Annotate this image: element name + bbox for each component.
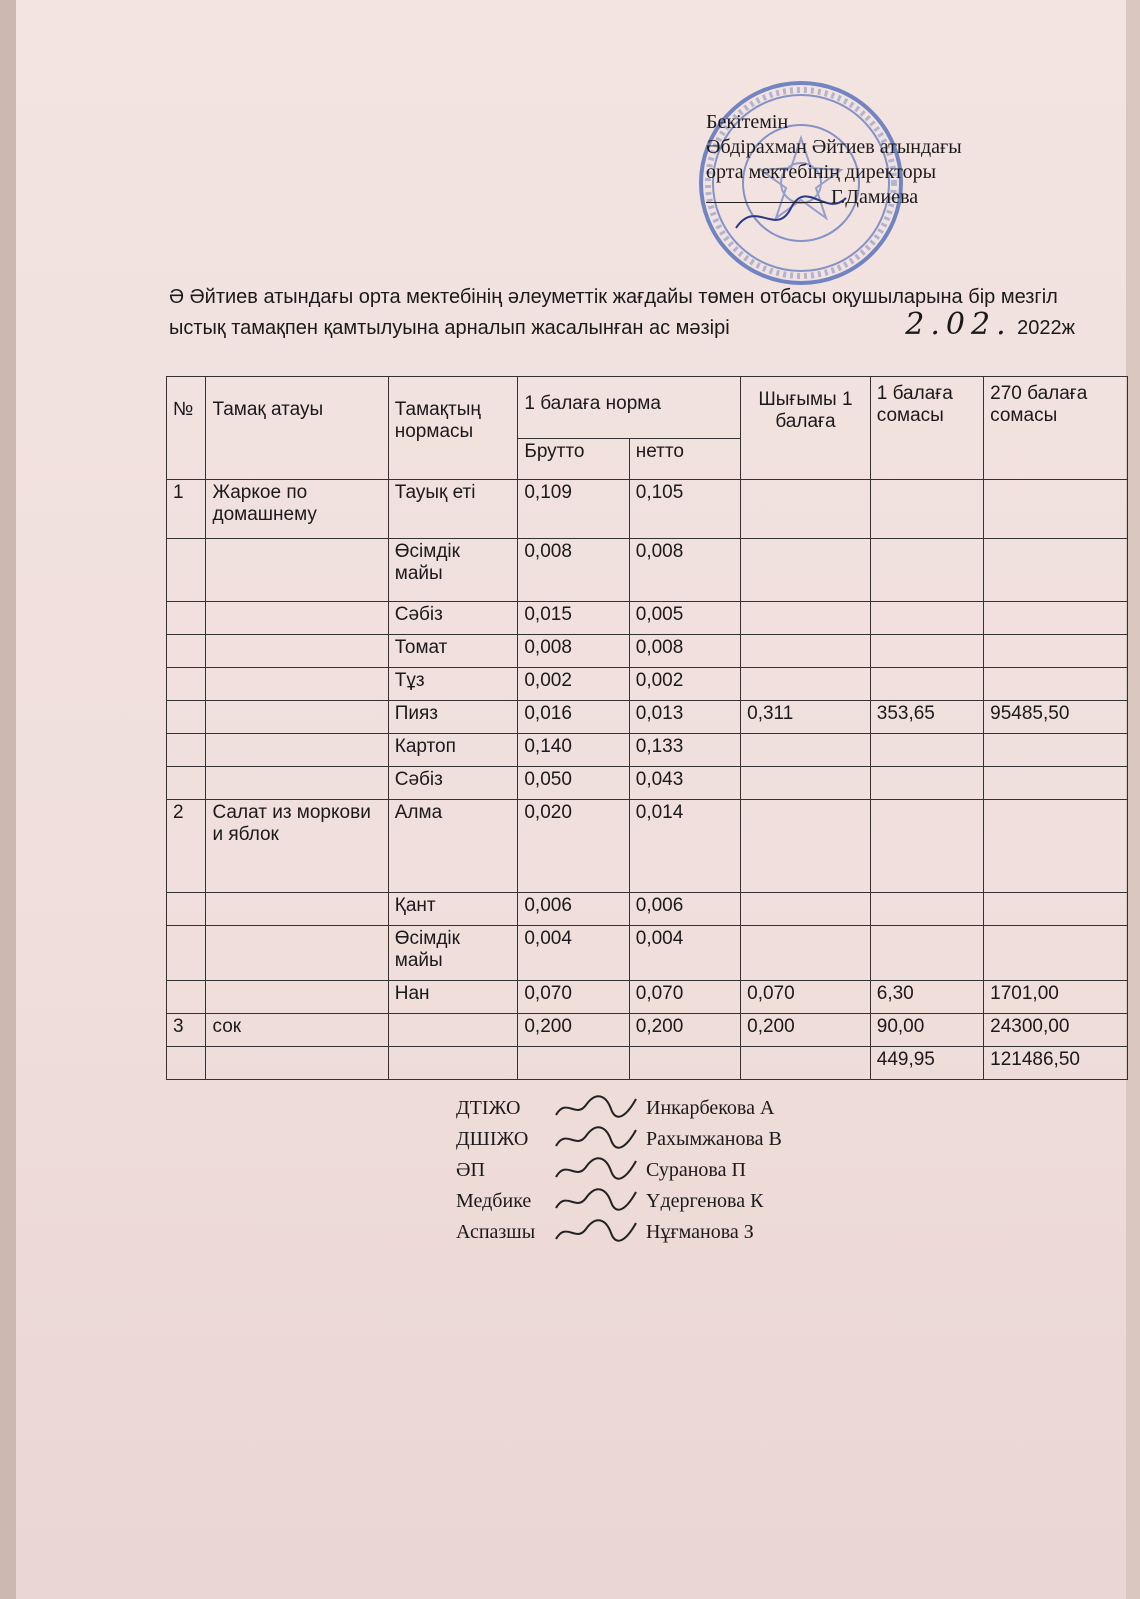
signature-name: Нұғманова З — [646, 1221, 754, 1243]
signature-name: Суранова П — [646, 1159, 746, 1181]
cell-netto: 0,070 — [629, 981, 740, 1014]
header-netto: нетто — [629, 439, 740, 480]
cell-sum-one: 90,00 — [870, 1014, 983, 1047]
cell-dish — [206, 635, 388, 668]
signature-role: Аспазшы — [456, 1221, 536, 1243]
cell-yield — [741, 1047, 871, 1080]
cell-num — [167, 926, 206, 981]
cell-netto: 0,043 — [629, 767, 740, 800]
approval-heading: Бекітемін — [706, 111, 789, 133]
cell-sum-270: 24300,00 — [984, 1014, 1128, 1047]
cell-brutto: 0,140 — [518, 734, 629, 767]
cell-yield — [741, 668, 871, 701]
cell-num: 1 — [167, 480, 206, 539]
cell-item: Тұз — [388, 668, 518, 701]
cell-netto: 0,133 — [629, 734, 740, 767]
cell-num — [167, 767, 206, 800]
cell-sum-one: 353,65 — [870, 701, 983, 734]
cell-netto: 0,008 — [629, 539, 740, 602]
cell-sum-270 — [984, 539, 1128, 602]
cell-item — [388, 1047, 518, 1080]
cell-yield — [741, 800, 871, 893]
cell-num — [167, 1047, 206, 1080]
approval-school: Әбдірахман Әйтиев атындағы — [706, 136, 962, 158]
cell-netto: 0,014 — [629, 800, 740, 893]
cell-sum-270 — [984, 480, 1128, 539]
header-num: № — [167, 377, 206, 480]
cell-sum-one — [870, 539, 983, 602]
title-text: Ә Әйтиев атындағы орта мектебінің әлеуметтік жағдайы төмен отбасы оқушыларына бір мезгіл ыстық тамақпен қамтылуына арналып жасалынған ас мәзірі — [169, 286, 1058, 339]
table-row — [167, 926, 1128, 981]
cell-yield: 0,311 — [741, 701, 871, 734]
cell-dish — [206, 701, 388, 734]
cell-item: Картоп — [388, 734, 518, 767]
cell-brutto — [518, 1047, 629, 1080]
approval-director-name: Г.Дамиева — [831, 186, 919, 208]
signature-role: ӘП — [456, 1159, 485, 1181]
cell-dish: сок — [206, 1014, 388, 1047]
cell-yield — [741, 893, 871, 926]
menu-table — [166, 376, 1128, 1080]
cell-sum-one — [870, 668, 983, 701]
cell-yield — [741, 734, 871, 767]
cell-brutto: 0,200 — [518, 1014, 629, 1047]
cell-brutto: 0,004 — [518, 926, 629, 981]
cell-num — [167, 893, 206, 926]
cell-netto: 0,005 — [629, 602, 740, 635]
cell-item: Сәбіз — [388, 602, 518, 635]
cell-sum-one: 449,95 — [870, 1047, 983, 1080]
cell-netto: 0,105 — [629, 480, 740, 539]
signature-role: ДТІЖО — [456, 1097, 521, 1119]
cell-brutto: 0,008 — [518, 539, 629, 602]
cell-dish — [206, 602, 388, 635]
cell-num — [167, 701, 206, 734]
cell-brutto: 0,002 — [518, 668, 629, 701]
cell-yield — [741, 767, 871, 800]
cell-sum-one — [870, 480, 983, 539]
cell-brutto: 0,070 — [518, 981, 629, 1014]
signature-name: Үдергенова К — [646, 1190, 764, 1212]
table-row — [167, 668, 1128, 701]
table-row — [167, 1047, 1128, 1080]
cell-dish — [206, 926, 388, 981]
cell-num — [167, 539, 206, 602]
table-row — [167, 734, 1128, 767]
cell-sum-270 — [984, 602, 1128, 635]
cell-netto: 0,200 — [629, 1014, 740, 1047]
cell-item: Қант — [388, 893, 518, 926]
table-row — [167, 701, 1128, 734]
cell-num: 2 — [167, 800, 206, 893]
approval-block — [706, 110, 962, 210]
table-row — [167, 480, 1128, 539]
title-year: 2022ж — [1017, 317, 1076, 339]
signature-name: Рахымжанова В — [646, 1128, 782, 1150]
cell-dish — [206, 1047, 388, 1080]
signature-role: ДШІЖО — [456, 1128, 529, 1150]
cell-sum-270 — [984, 635, 1128, 668]
document-sheet — [16, 0, 1126, 1599]
cell-dish — [206, 981, 388, 1014]
cell-num — [167, 602, 206, 635]
cell-brutto: 0,020 — [518, 800, 629, 893]
cell-dish — [206, 734, 388, 767]
cell-brutto: 0,015 — [518, 602, 629, 635]
cell-yield — [741, 539, 871, 602]
cell-item: Томат — [388, 635, 518, 668]
table-header-row — [167, 377, 1128, 439]
cell-sum-one — [870, 926, 983, 981]
cell-num — [167, 635, 206, 668]
header-sum-one: 1 балаға сомасы — [870, 377, 983, 480]
cell-yield — [741, 635, 871, 668]
header-dish: Тамақ атауы — [206, 377, 388, 480]
cell-yield — [741, 480, 871, 539]
cell-sum-270 — [984, 926, 1128, 981]
header-yield: Шығымы 1 балаға — [741, 377, 871, 480]
cell-num — [167, 734, 206, 767]
cell-netto: 0,013 — [629, 701, 740, 734]
cell-netto: 0,008 — [629, 635, 740, 668]
table-row — [167, 981, 1128, 1014]
cell-item: Өсімдік майы — [388, 539, 518, 602]
cell-yield — [741, 926, 871, 981]
cell-brutto: 0,016 — [518, 701, 629, 734]
cell-dish — [206, 893, 388, 926]
table-row — [167, 635, 1128, 668]
cell-item: Тауық еті — [388, 480, 518, 539]
cell-item: Өсімдік майы — [388, 926, 518, 981]
cell-brutto: 0,008 — [518, 635, 629, 668]
signature-role: Медбике — [456, 1190, 532, 1212]
cell-sum-270 — [984, 734, 1128, 767]
cell-num — [167, 668, 206, 701]
header-sum-270: 270 балаға сомасы — [984, 377, 1128, 480]
table-row — [167, 767, 1128, 800]
cell-brutto: 0,050 — [518, 767, 629, 800]
cell-sum-270 — [984, 800, 1128, 893]
cell-netto: 0,006 — [629, 893, 740, 926]
cell-netto: 0,002 — [629, 668, 740, 701]
cell-dish — [206, 767, 388, 800]
cell-yield: 0,070 — [741, 981, 871, 1014]
cell-sum-one — [870, 893, 983, 926]
cell-dish — [206, 539, 388, 602]
cell-item — [388, 1014, 518, 1047]
cell-netto — [629, 1047, 740, 1080]
cell-sum-270: 95485,50 — [984, 701, 1128, 734]
cell-sum-one — [870, 767, 983, 800]
cell-dish: Салат из моркови и яблок — [206, 800, 388, 893]
handwritten-date: 2.02. — [905, 307, 1012, 342]
cell-sum-one — [870, 800, 983, 893]
cell-sum-270 — [984, 668, 1128, 701]
cell-sum-270 — [984, 893, 1128, 926]
handwritten-signature-icon — [551, 1211, 641, 1251]
approval-position: орта мектебінің директоры — [706, 161, 937, 183]
cell-dish — [206, 668, 388, 701]
table-row — [167, 800, 1128, 893]
table-row — [167, 602, 1128, 635]
cell-brutto: 0,109 — [518, 480, 629, 539]
cell-sum-270 — [984, 767, 1128, 800]
cell-sum-one — [870, 734, 983, 767]
document-title — [169, 283, 1099, 342]
table-row — [167, 539, 1128, 602]
header-per-child-norm: 1 балаға норма — [518, 377, 741, 439]
cell-yield — [741, 602, 871, 635]
cell-item: Пияз — [388, 701, 518, 734]
header-norm-name: Тамақтың нормасы — [388, 377, 518, 480]
cell-dish: Жаркое по домашнему — [206, 480, 388, 539]
header-brutto: Брутто — [518, 439, 629, 480]
cell-yield: 0,200 — [741, 1014, 871, 1047]
cell-num — [167, 981, 206, 1014]
cell-sum-270: 1701,00 — [984, 981, 1128, 1014]
cell-item: Нан — [388, 981, 518, 1014]
table-row — [167, 1014, 1128, 1047]
cell-item: Сәбіз — [388, 767, 518, 800]
signature-name: Инкарбекова А — [646, 1097, 775, 1119]
table-row — [167, 893, 1128, 926]
cell-sum-270: 121486,50 — [984, 1047, 1128, 1080]
cell-netto: 0,004 — [629, 926, 740, 981]
cell-sum-one: 6,30 — [870, 981, 983, 1014]
cell-sum-one — [870, 602, 983, 635]
cell-item: Алма — [388, 800, 518, 893]
approval-signature-line — [706, 185, 962, 210]
cell-num: 3 — [167, 1014, 206, 1047]
cell-sum-one — [870, 635, 983, 668]
cell-brutto: 0,006 — [518, 893, 629, 926]
